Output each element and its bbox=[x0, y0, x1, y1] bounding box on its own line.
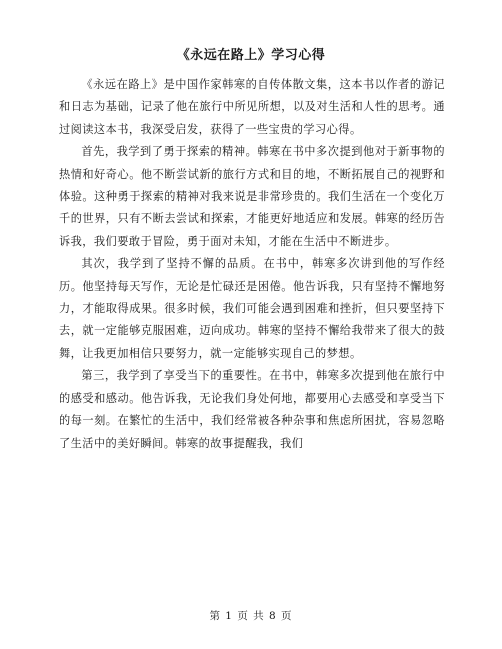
paragraph: 首先，我学到了勇于探索的精神。韩寒在书中多次提到他对于新事物的热情和好奇心。他不断尝试新的旅行方式和目的地，不断拓展自己的视野和体验。这种勇于探索的精神对我来说是非常珍贵的。我们生活在一个变化万千的世界，只有不断去尝试和探索，才能更好地适应和发展。韩寒的经历告诉我，我们要敢于冒险，勇于面对未知，才能在生活中不断进步。 bbox=[59, 145, 445, 248]
document-title: 《永远在路上》学习心得 bbox=[176, 48, 326, 63]
paragraph: 《永远在路上》是中国作家韩寒的自传体散文集，这本书以作者的游记和日志为基础，记录了他在旅行中所见所想，以及对生活和人性的思考。通过阅读这本书，我深受启发，获得了一些宝贵的学习心得。 bbox=[59, 78, 445, 136]
page-number-footer: 第 1 页 共 8 页 bbox=[209, 610, 293, 622]
paragraph: 其次，我学到了坚持不懈的品质。在书中，韩寒多次讲到他的写作经历。他坚持每天写作，无论是忙碌还是困倦。他告诉我，只有坚持不懈地努力，才能取得成果。很多时候，我们可能会遇到困难和挫折，但只要坚持下去，就一定能够克服困难，迈向成功。韩寒的坚持不懈给我带来了很大的鼓舞，让我更加相信只要努力，就一定能够实现自己的梦想。 bbox=[59, 257, 445, 360]
paragraph: 第三，我学到了享受当下的重要性。在书中，韩寒多次提到他在旅行中的感受和感动。他告诉我，无论我们身处何地，都要用心去感受和享受当下的每一刻。在繁忙的生活中，我们经常被各种杂事和焦虑所困扰，容易忽略了生活中的美好瞬间。韩寒的故事提醒我，我们 bbox=[59, 369, 445, 450]
document-body bbox=[59, 74, 445, 455]
